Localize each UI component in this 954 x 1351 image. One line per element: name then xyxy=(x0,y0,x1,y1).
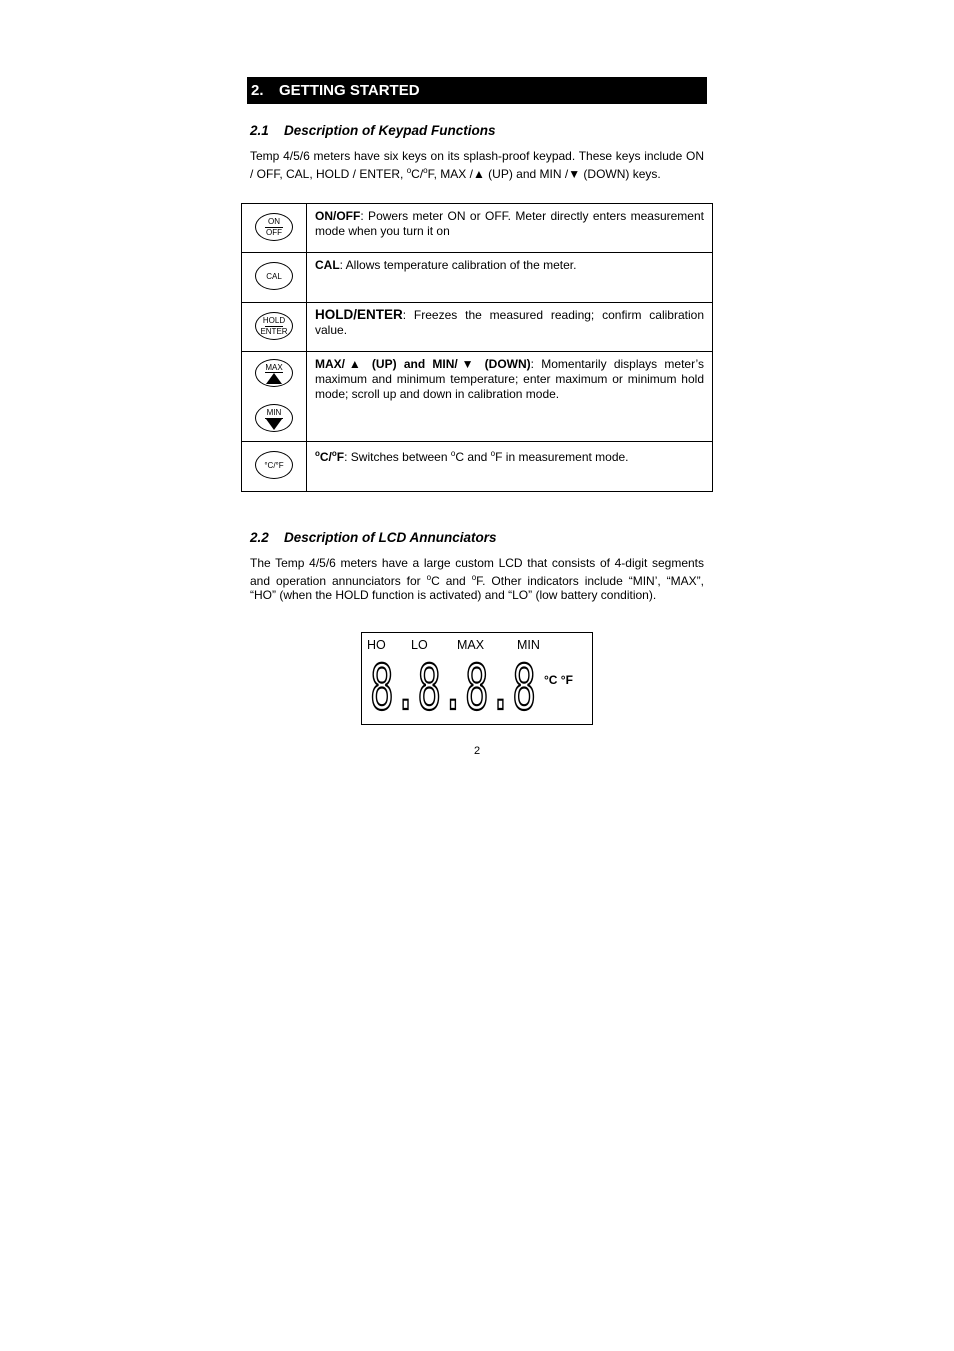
celsius-fahrenheit-key-icon xyxy=(255,451,293,479)
lcd-annunciator-max: MAX xyxy=(457,638,485,652)
description-cell xyxy=(307,253,713,303)
degree-superscript: o xyxy=(423,165,428,175)
key-label: HOLD xyxy=(262,316,286,325)
icon-cell xyxy=(242,204,307,253)
lcd-description-paragraph xyxy=(250,556,704,603)
subsection-title: Description of Keypad Functions xyxy=(284,123,496,138)
degree-superscript: o xyxy=(450,449,456,458)
degree-superscript: o xyxy=(406,165,412,175)
subsection-number: 2.2 xyxy=(250,530,269,545)
key-title: (UP) and MIN/ xyxy=(364,357,458,371)
description-cell xyxy=(307,204,713,253)
description-cell xyxy=(307,303,713,352)
degree-superscript: o xyxy=(315,449,320,458)
key-description: : Switches between xyxy=(344,450,451,464)
key-label: ENTER xyxy=(260,327,288,336)
key-title: CAL xyxy=(315,258,340,272)
subsection-heading-keypad xyxy=(250,123,496,138)
description-cell xyxy=(307,352,713,442)
intro-text: (UP) and MIN / xyxy=(484,166,569,181)
degree-superscript: o xyxy=(471,572,477,582)
down-triangle-icon xyxy=(266,419,282,430)
intro-text: C/ xyxy=(411,166,424,181)
key-description: : Allows temperature calibration of the meter. xyxy=(339,258,577,272)
key-label: OFF xyxy=(266,228,282,237)
degree-superscript: o xyxy=(426,572,432,582)
table-row-onoff xyxy=(242,204,713,253)
degree-superscript: o xyxy=(490,449,496,458)
section-heading xyxy=(247,77,707,104)
on-off-key-icon xyxy=(255,213,293,241)
up-triangle-icon xyxy=(266,373,282,384)
lcd-text: The Temp 4/5/6 meters have a large custom LCD that consists of 4-digit segments and operation annunciators for xyxy=(250,556,704,588)
subsection-number: 2.1 xyxy=(250,123,269,138)
lcd-annunciator-lo: LO xyxy=(411,638,428,652)
key-title: MAX/ xyxy=(315,357,345,371)
page-number: 2 xyxy=(473,745,481,757)
icon-cell xyxy=(242,303,307,352)
cal-key-icon xyxy=(255,262,293,290)
keypad-functions-table xyxy=(241,203,713,492)
down-triangle-icon: ▼ xyxy=(568,166,581,181)
min-down-key-icon xyxy=(255,404,293,432)
lcd-digits xyxy=(370,661,542,713)
table-row-celsius-fahrenheit xyxy=(242,442,713,492)
table-row-hold-enter xyxy=(242,303,713,352)
icon-cell xyxy=(242,352,307,442)
hold-enter-key-icon xyxy=(255,312,293,340)
degree-superscript: o xyxy=(331,449,337,458)
key-title: (DOWN) xyxy=(477,357,531,371)
description-cell xyxy=(307,442,713,492)
key-label: CAL xyxy=(266,272,282,281)
keypad-intro-paragraph xyxy=(250,149,704,181)
key-title: ON/OFF xyxy=(315,209,361,223)
key-title: F xyxy=(336,450,345,464)
key-label: ON xyxy=(268,217,280,226)
intro-text: (DOWN) keys. xyxy=(580,166,661,181)
key-description: : Freezes the measured reading; confirm calibration value. xyxy=(315,308,704,337)
subsection-heading-lcd xyxy=(250,530,497,545)
intro-text: F, MAX / xyxy=(427,166,473,181)
lcd-units: °C °F xyxy=(544,673,573,687)
intro-text: Temp 4/5/6 meters have six keys on its splash-proof keypad. These keys include ON / OFF, CAL, HOLD / ENTER, xyxy=(250,149,704,181)
key-label: MIN xyxy=(266,408,282,417)
table-row-max-min xyxy=(242,352,713,442)
up-triangle-icon: ▲ xyxy=(345,357,365,371)
key-label: MAX xyxy=(265,363,283,372)
lcd-annunciator-min: MIN xyxy=(517,638,540,652)
key-description: : Momentarily displays meter’s maximum and minimum temperature; enter maximum or minimum hold mode; scroll up and down in calibration mode. xyxy=(315,357,704,401)
max-up-key-icon xyxy=(255,359,293,387)
key-label: °C/°F xyxy=(264,461,284,470)
lcd-annunciator-ho: HO xyxy=(367,638,386,652)
section-number: 2. xyxy=(251,82,264,99)
key-title: C/ xyxy=(319,450,332,464)
lcd-display-diagram xyxy=(361,632,593,725)
lcd-text: F. Other indicators include “MIN’, “MAX”, “HO” (when the HOLD function is activated) and “LO” (low battery condition). xyxy=(250,573,704,603)
key-description: : Powers meter ON or OFF. Meter directly enters measurement mode when you turn it on xyxy=(315,209,704,238)
table-row-cal xyxy=(242,253,713,303)
key-description: F in measurement mode. xyxy=(495,450,629,464)
icon-cell xyxy=(242,442,307,492)
section-title: GETTING STARTED xyxy=(279,82,420,99)
subsection-title: Description of LCD Annunciators xyxy=(284,530,497,545)
key-description: C and xyxy=(455,450,491,464)
icon-cell xyxy=(242,253,307,303)
up-triangle-icon: ▲ xyxy=(472,166,485,181)
down-triangle-icon: ▼ xyxy=(457,357,478,371)
key-title: HOLD/ENTER xyxy=(315,307,403,322)
lcd-digit-text: 8.8.8.8 xyxy=(370,661,536,713)
lcd-text: C and xyxy=(431,573,472,588)
